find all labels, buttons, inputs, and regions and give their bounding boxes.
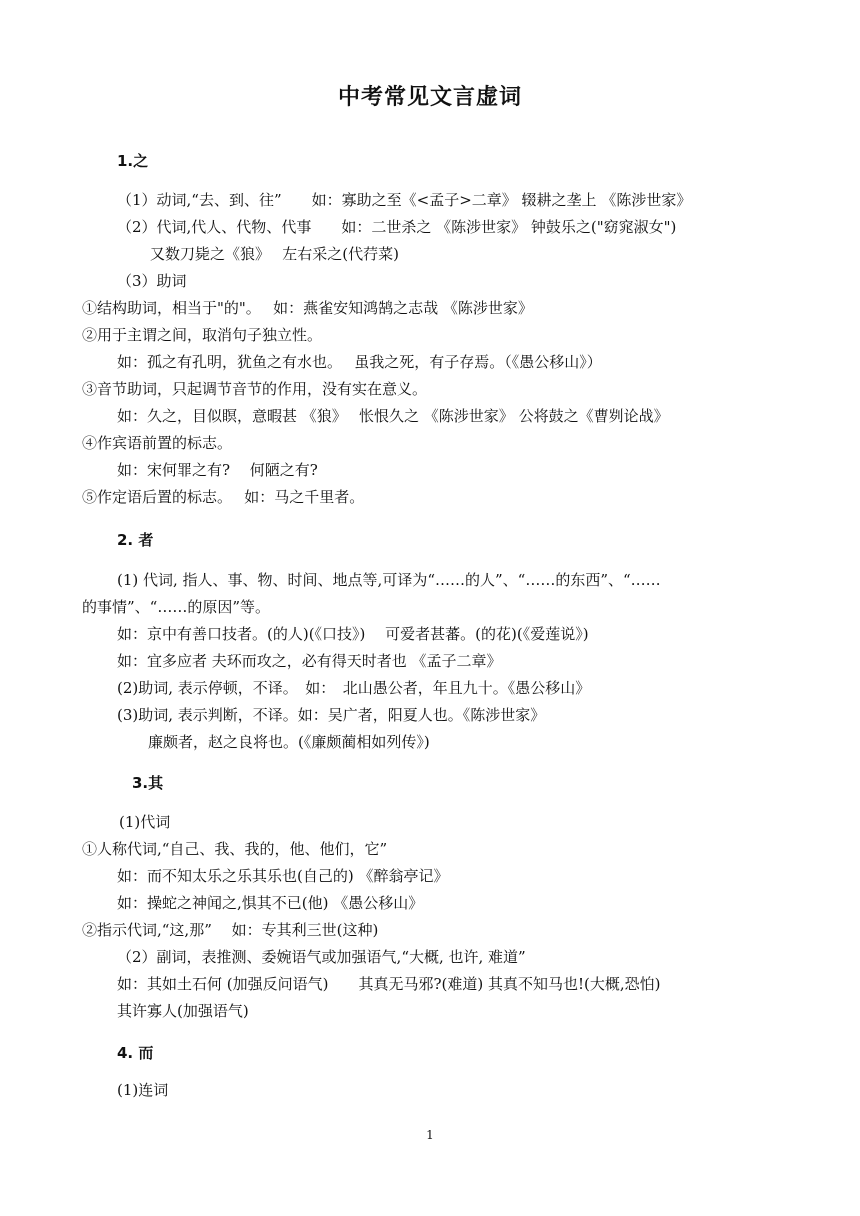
text-line: ⑤作定语后置的标志。 如：马之千里者。	[82, 488, 365, 506]
text-line: (1)代词	[119, 813, 171, 831]
text-line: 如：操蛇之神闻之,惧其不已(他) 《愚公移山》	[117, 894, 424, 912]
text-line: 如：宋何罪之有? 何陋之有?	[117, 461, 318, 479]
section-heading: 2. 者	[117, 531, 154, 549]
text-line: 如：宜多应者 夫环而攻之，必有得天时者也 《孟子二章》	[117, 652, 502, 670]
section-heading: 4. 而	[117, 1044, 154, 1062]
text-line: ①结构助词，相当于"的"。 如：燕雀安知鸿鹄之志哉 《陈涉世家》	[82, 299, 533, 317]
page-title: 中考常见文言虚词	[337, 85, 522, 110]
text-line: ③音节助词，只起调节音节的作用，没有实在意义。	[82, 380, 428, 398]
text-line: ①人称代词,“自己、我、我的，他、他们，它”	[82, 840, 388, 858]
text-line: ②指示代词,“这,那” 如：专其利三世(这种)	[82, 921, 379, 939]
page-number: 1	[426, 1128, 434, 1142]
text-line: 如：京中有善口技者。(的人)(《口技》) 可爱者甚蕃。(的花)(《爱莲说》)	[117, 625, 589, 643]
text-line: 如：其如土石何 (加强反问语气) 其真无马邪?(难道) 其真不知马也!(大概,恐怕)	[117, 975, 661, 993]
text-line: 其许寡人(加强语气)	[117, 1002, 249, 1020]
text-line: 又数刀毙之《狼》 左右采之(代荇菜)	[150, 245, 399, 263]
text-line: （2）副词，表推测、委婉语气或加强语气,“大概, 也许, 难道”	[117, 948, 526, 966]
text-line: (1)连词	[117, 1081, 169, 1099]
text-line: （3）助词	[117, 272, 187, 290]
text-line: (1) 代词, 指人、事、物、时间、地点等,可译为“……的人”、“……的东西”、“……	[117, 571, 661, 589]
text-line: 廉颇者，赵之良将也。(《廉颇蔺相如列传》)	[148, 733, 430, 751]
text-line: （1）动词,“去、到、往” 如：寡助之至《<孟子>二章》 辍耕之垄上 《陈涉世家》	[117, 191, 692, 209]
section-heading: 1.之	[117, 152, 149, 170]
text-line: (3)助词, 表示判断，不译。如：吴广者，阳夏人也。《陈涉世家》	[117, 706, 546, 724]
text-line: （2）代词,代人、代物、代事 如：二世杀之 《陈涉世家》 钟鼓乐之("窈窕淑女")	[117, 218, 677, 236]
section-heading: 3.其	[132, 774, 164, 792]
text-line: (2)助词, 表示停顿，不译。 如： 北山愚公者，年且九十。《愚公移山》	[117, 679, 591, 697]
text-line: ④作宾语前置的标志。	[82, 434, 233, 452]
text-line: 如：孤之有孔明，犹鱼之有水也。 虽我之死，有子存焉。（《愚公移山》）	[117, 353, 602, 371]
text-line: 的事情”、“……的原因”等。	[82, 598, 271, 616]
text-line: ②用于主谓之间，取消句子独立性。	[82, 326, 323, 344]
text-line: 如：而不知太乐之乐其乐也(自己的) 《醉翁亭记》	[117, 867, 449, 885]
text-line: 如：久之，目似瞑，意暇甚 《狼》 怅恨久之 《陈涉世家》 公将鼓之《曹刿论战》	[117, 407, 669, 425]
